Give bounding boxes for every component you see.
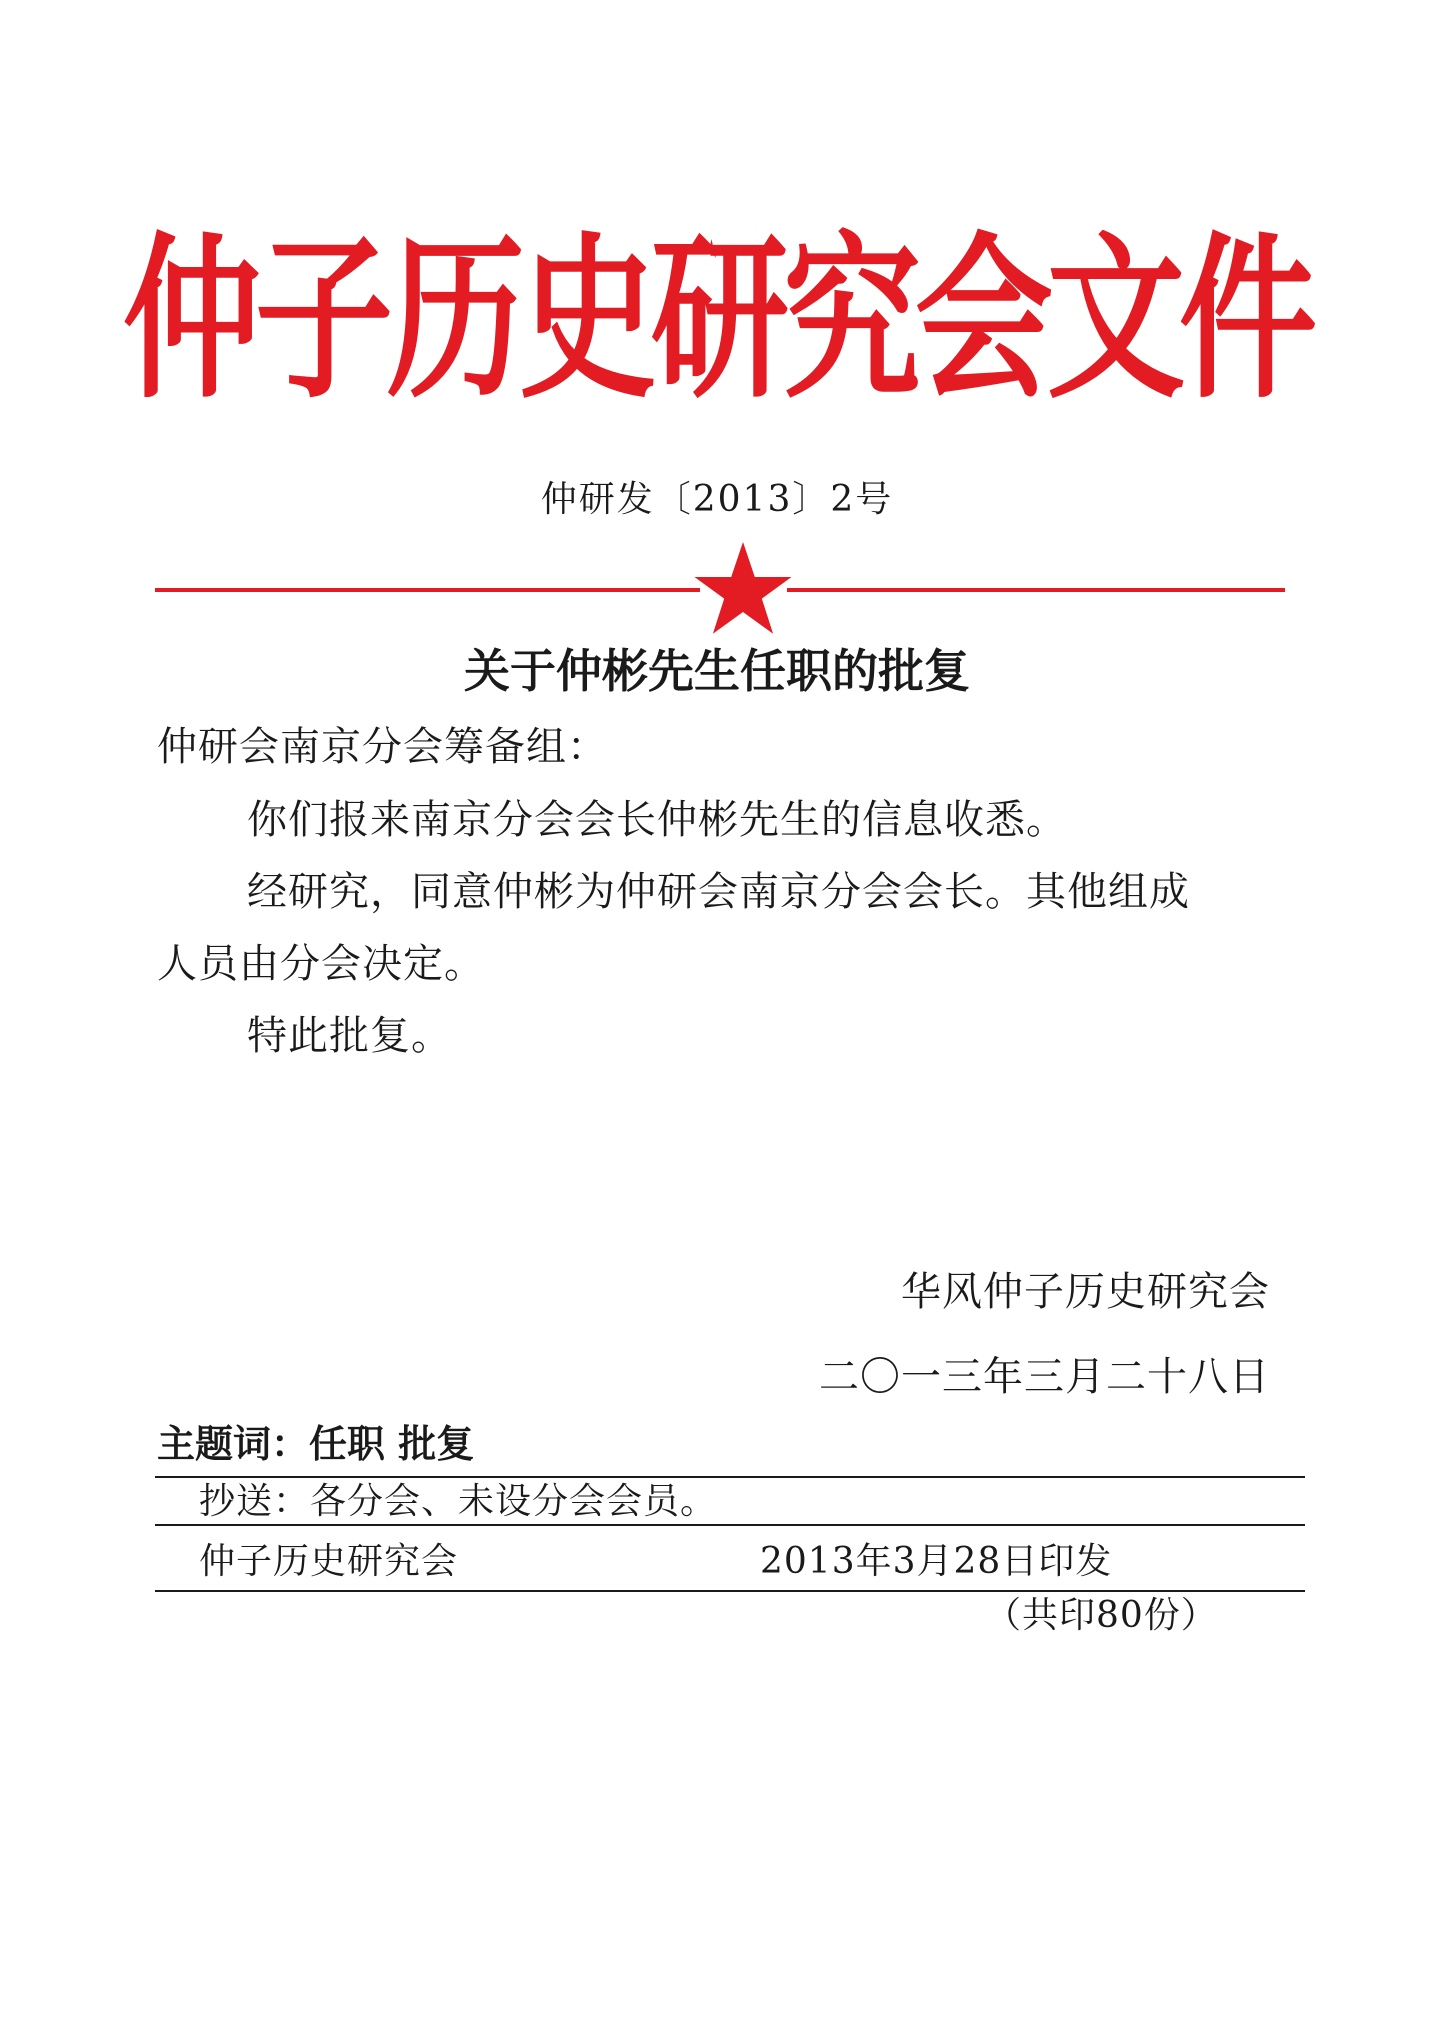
carbon-copy-line: 抄送：各分会、未设分会会员。 — [199, 1481, 718, 1522]
issuer-name: 仲子历史研究会 — [199, 1541, 459, 1582]
red-divider-left — [155, 588, 700, 592]
signature-organization: 华风仲子历史研究会 — [901, 1269, 1270, 1315]
subject-keywords: 主题词：任职 批复 — [157, 1422, 475, 1466]
footer-rule-bottom — [155, 1590, 1305, 1592]
footer-rule-middle — [155, 1524, 1305, 1526]
masthead-title: 仲子历史研究会文件 — [122, 216, 1311, 423]
body-paragraph-1: 你们报来南京分会会长仲彬先生的信息收悉。 — [247, 797, 1067, 843]
body-paragraph-2-line-1: 经研究，同意仲彬为仲研会南京分会会长。其他组成 — [247, 869, 1190, 915]
addressee: 仲研会南京分会筹备组： — [157, 724, 608, 770]
body-paragraph-3: 特此批复。 — [247, 1013, 452, 1059]
copies-count: （共印80份） — [985, 1595, 1218, 1636]
printed-date: 2013年3月28日印发 — [760, 1541, 1113, 1582]
body-paragraph-2-line-2: 人员由分会决定。 — [157, 941, 485, 987]
document-title: 关于仲彬先生任职的批复 — [464, 644, 970, 698]
star-icon — [693, 540, 793, 636]
red-divider-right — [787, 588, 1285, 592]
signature-date: 二〇一三年三月二十八日 — [819, 1354, 1270, 1400]
document-number: 仲研发〔2013〕2号 — [540, 479, 894, 520]
footer-rule-top — [155, 1476, 1305, 1478]
